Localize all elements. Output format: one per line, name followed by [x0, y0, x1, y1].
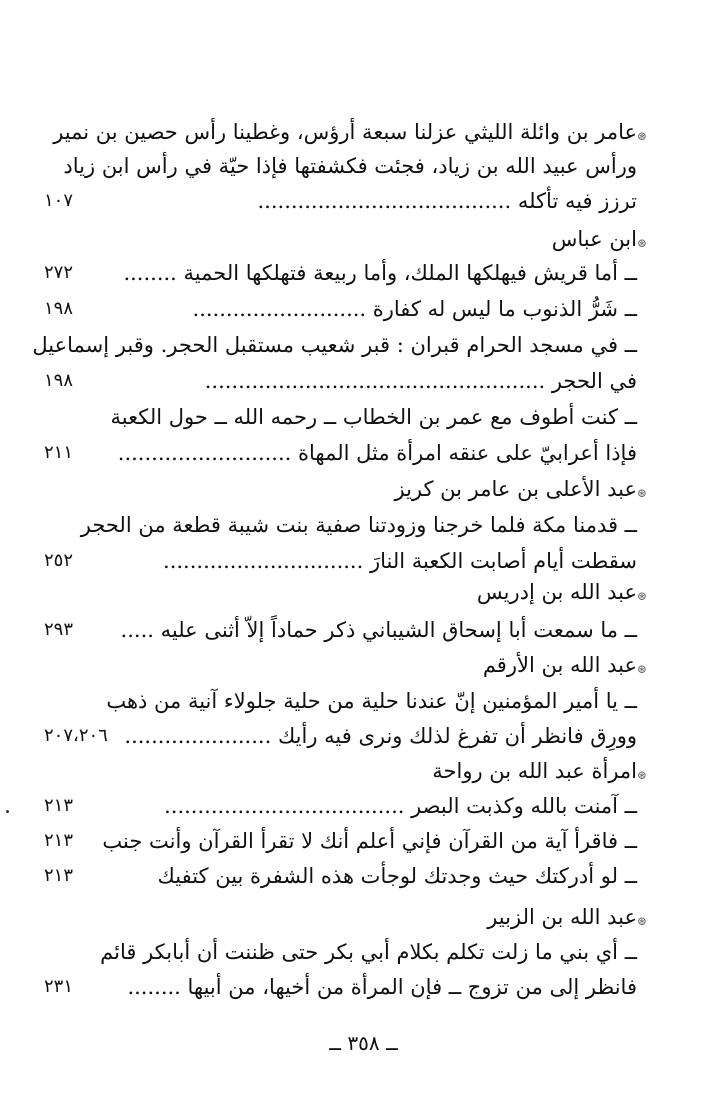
entry-page-number: ١٩٨: [44, 370, 74, 391]
index-entry: [0, 259, 727, 289]
index-entry: [0, 295, 727, 325]
entry-text: امرأة عبد الله بن رواحة: [432, 759, 637, 783]
index-entry: [0, 367, 727, 397]
entry-bullet-icon: [637, 907, 647, 935]
index-entry: [0, 616, 727, 646]
index-entry: [0, 331, 727, 361]
entry-page-number: ٢١٣: [44, 795, 74, 816]
entry-text: ــ قدمنا مكة فلما خرجنا وزودتنا صفية بنت شيبة قطعة من الحجر: [80, 513, 637, 537]
narrator-heading: [0, 475, 727, 505]
entry-page-number: ٢٠٧،٢٠٦: [44, 725, 108, 746]
index-entry: [0, 403, 727, 433]
entry-text: ــ كنت أطوف مع عمر بن الخطاب ــ رحمه الله ــ حول الكعبة: [110, 405, 637, 429]
entry-text: عبد الله بن الأرقم: [482, 653, 637, 677]
entry-text: ــ أما قريش فيهلكها الملك، وأما ربيعة فتهلكها الحمية ........: [123, 261, 637, 285]
entry-text: ــ شَرُّ الذنوب ما ليس له كفارة ..........................: [192, 297, 637, 321]
narrator-heading: [0, 225, 727, 255]
entry-page-number: ٢٥٢: [44, 550, 74, 571]
entry-bullet-icon: [637, 479, 647, 507]
entry-page-number: ١٠٧: [44, 190, 74, 211]
index-entry: [0, 511, 727, 541]
narrator-heading: [0, 903, 727, 933]
narrator-heading: [0, 651, 727, 681]
entry-text: عبد الأعلى بن عامر بن كريز: [394, 477, 637, 501]
narrator-heading: [0, 757, 727, 787]
entry-text: في الحجر ...................................................: [204, 369, 637, 393]
index-entry: [0, 792, 727, 822]
entry-page-number: ٢٩٣: [44, 619, 74, 640]
entry-bullet-icon: [637, 761, 647, 789]
index-entry: [0, 547, 727, 577]
margin-dot: [6, 810, 9, 813]
entry-page-number: ٢٧٢: [44, 262, 74, 283]
entry-text: فإذا أعرابيّ على عنقه امرأة مثل المهاة ..........................: [117, 441, 637, 465]
index-entry: [0, 687, 727, 717]
index-entry: [0, 827, 727, 857]
entry-text: ــ أي بني ما زلت تكلم بكلام أبي بكر حتى ظننت أن أبابكر قائم: [100, 940, 637, 964]
entry-bullet-icon: [637, 229, 647, 257]
index-entry: [0, 722, 727, 752]
narrator-heading: [0, 118, 727, 148]
entry-text: عامر بن وائلة الليثي عزلنا سبعة أرؤس، وغطينا رأس حصين بن نمير: [53, 120, 637, 144]
index-entry: [0, 938, 727, 968]
entry-text: ــ في مسجد الحرام قبران : قبر شعيب مستقبل الحجر. وقبر إسماعيل: [32, 333, 637, 357]
entry-text: عبد الله بن الزبير: [487, 905, 637, 929]
narrator-heading: [0, 578, 727, 608]
index-entry: [0, 187, 727, 217]
entry-page-number: ٢١١: [44, 442, 74, 463]
entry-text: ــ لو أدركتك حيث وجدتك لوجأت هذه الشفرة بين كتفيك: [157, 864, 637, 888]
entry-text: ــ فاقرأ آية من القرآن فإني أعلم أنك لا تقرأ القرآن وأنت جنب: [102, 829, 637, 853]
entry-bullet-icon: [637, 655, 647, 683]
index-entry: [0, 439, 727, 469]
index-entry: [0, 862, 727, 892]
entry-text: سقطت أيام أصابت الكعبة النارَ ..............................: [163, 549, 637, 573]
entry-text: ــ ما سمعت أبا إسحاق الشيباني ذكر حماداً إلاّ أثنى عليه .....: [120, 618, 637, 642]
entry-text: ــ يا أمير المؤمنين إنّ عندنا حلية من حلية جلولاء آنية من ذهب: [106, 689, 637, 713]
entry-page-number: ١٩٨: [44, 298, 74, 319]
index-entry: [0, 152, 727, 182]
entry-page-number: ٢١٣: [44, 830, 74, 851]
entry-text: وورِق فانظر أن تفرغ لذلك ونرى فيه رأيك ......................: [124, 724, 637, 748]
entry-bullet-icon: [637, 582, 647, 610]
entry-text: عبد الله بن إدريس: [476, 580, 637, 604]
entry-page-number: ٢٣١: [44, 976, 74, 997]
entry-page-number: ٢١٣: [44, 865, 74, 886]
entry-text: ترزز فيه تأكله ......................................: [257, 189, 637, 213]
page-number-footer: ــ ٣٥٨ ــ: [329, 1031, 398, 1055]
entry-text: ــ آمنت بالله وكذبت البصر ....................................: [164, 794, 637, 818]
entry-bullet-icon: [637, 122, 647, 150]
entry-text: ابن عباس: [551, 227, 637, 251]
entry-text: ورأس عبيد الله بن زياد، فجئت فكشفتها فإذا حيّة في رأس ابن زياد: [63, 154, 637, 178]
entry-text: فانظر إلى من تزوج ــ فإن المرأة من أخيها، من أبيها ........: [127, 975, 637, 999]
index-entry: [0, 973, 727, 1003]
